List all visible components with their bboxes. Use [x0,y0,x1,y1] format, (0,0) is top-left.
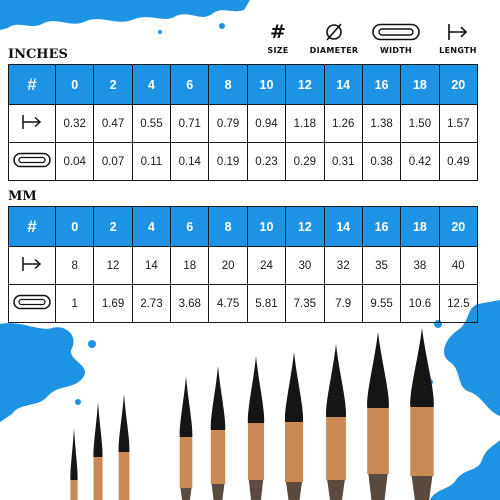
width-value-cell: 3.68 [171,285,209,323]
mm-length-row [9,247,478,285]
length-value-cell: 0.79 [209,105,247,143]
width-value-cell: 1.69 [94,285,132,323]
length-value-cell: 38 [401,247,439,285]
paint-brush [211,366,226,500]
length-value-cell: 32 [324,247,362,285]
width-value-cell: 5.81 [247,285,285,323]
legend [248,22,488,62]
mm-size-row [9,207,478,247]
legend-diameter-label: DIAMETER [309,46,359,55]
inches-length-row [9,105,478,143]
size-cell: 2 [94,65,132,105]
size-cell: 4 [132,65,170,105]
size-cell: 16 [362,65,400,105]
length-arrow-icon [21,256,43,272]
width-value-cell: 0.49 [439,143,477,181]
size-cell: 0 [56,207,94,247]
length-value-cell: 1.26 [324,105,362,143]
width-value-cell: 0.14 [171,143,209,181]
width-value-cell: 0.29 [286,143,324,181]
paint-brush [410,328,434,500]
legend-diameter [304,22,364,55]
size-cell: 20 [439,207,477,247]
inches-size-row [9,65,478,105]
width-value-cell: 0.38 [362,143,400,181]
width-value-cell: 0.07 [94,143,132,181]
brushes-illustration [0,310,500,500]
inches-width-row [9,143,478,181]
paint-brush [367,332,389,500]
length-value-cell: 0.71 [171,105,209,143]
length-value-cell: 1.57 [439,105,477,143]
width-value-cell: 7.35 [286,285,324,323]
width-row-icon-cell [9,143,56,181]
length-value-cell: 14 [132,247,170,285]
length-arrow-icon [21,114,43,130]
width-oval-icon [13,294,51,310]
size-cell: 12 [286,65,324,105]
length-value-cell: 18 [171,247,209,285]
length-value-cell: 0.55 [132,105,170,143]
size-cell: 4 [132,207,170,247]
size-cell: 8 [209,207,247,247]
width-oval-icon [13,152,51,168]
length-value-cell: 0.32 [56,105,94,143]
length-value-cell: 24 [247,247,285,285]
legend-length-label: LENGTH [439,46,477,55]
size-cell: 14 [324,65,362,105]
length-value-cell: 1.18 [286,105,324,143]
width-value-cell: 0.11 [132,143,170,181]
size-cell: 18 [401,207,439,247]
legend-size-label: SIZE [267,46,289,55]
width-value-cell: 1 [56,285,94,323]
size-cell: 6 [171,65,209,105]
size-cell: 20 [439,65,477,105]
length-value-cell: 0.47 [94,105,132,143]
length-row-icon-cell [9,105,56,143]
mm-title: MM [8,189,37,204]
width-value-cell: 0.31 [324,143,362,181]
size-cell: 10 [247,65,285,105]
size-cell: 6 [171,207,209,247]
size-header-cell: # [9,65,56,105]
legend-width [366,22,426,55]
paint-brush [326,344,346,500]
size-cell: 18 [401,65,439,105]
width-value-cell: 12.5 [439,285,477,323]
paint-brush [70,428,77,500]
paint-brush [285,352,303,500]
width-value-cell: 10.6 [401,285,439,323]
legend-size [248,22,308,55]
size-cell: 16 [362,207,400,247]
paint-brush [119,394,130,500]
length-value-cell: 20 [209,247,247,285]
size-cell: 14 [324,207,362,247]
width-oval-icon [366,22,426,42]
mm-table [8,206,478,323]
legend-length [428,22,488,55]
length-value-cell: 35 [362,247,400,285]
paint-brush [93,402,102,500]
length-row-icon-cell [9,247,56,285]
length-value-cell: 12 [94,247,132,285]
top-paint-splash [0,0,250,50]
size-header-cell: # [9,207,56,247]
size-cell: 12 [286,207,324,247]
width-value-cell: 7.9 [324,285,362,323]
legend-width-label: WIDTH [379,46,413,55]
size-cell: 2 [94,207,132,247]
length-value-cell: 30 [286,247,324,285]
width-value-cell: 9.55 [362,285,400,323]
length-value-cell: 1.50 [401,105,439,143]
paint-brush [248,356,264,500]
width-value-cell: 0.23 [247,143,285,181]
width-value-cell: 4.75 [209,285,247,323]
length-value-cell: 0.94 [247,105,285,143]
size-cell: 0 [56,65,94,105]
size-cell: 8 [209,65,247,105]
length-arrow-icon [428,22,488,42]
inches-table [8,64,478,181]
diameter-icon [304,22,364,42]
hash-icon: # [270,21,286,43]
width-value-cell: 0.19 [209,143,247,181]
length-value-cell: 1.38 [362,105,400,143]
inches-title: INCHES [8,47,68,62]
paint-brush [180,376,193,500]
width-value-cell: 0.04 [56,143,94,181]
length-value-cell: 8 [56,247,94,285]
width-value-cell: 2.73 [132,285,170,323]
length-value-cell: 40 [439,247,477,285]
size-cell: 10 [247,207,285,247]
width-value-cell: 0.42 [401,143,439,181]
